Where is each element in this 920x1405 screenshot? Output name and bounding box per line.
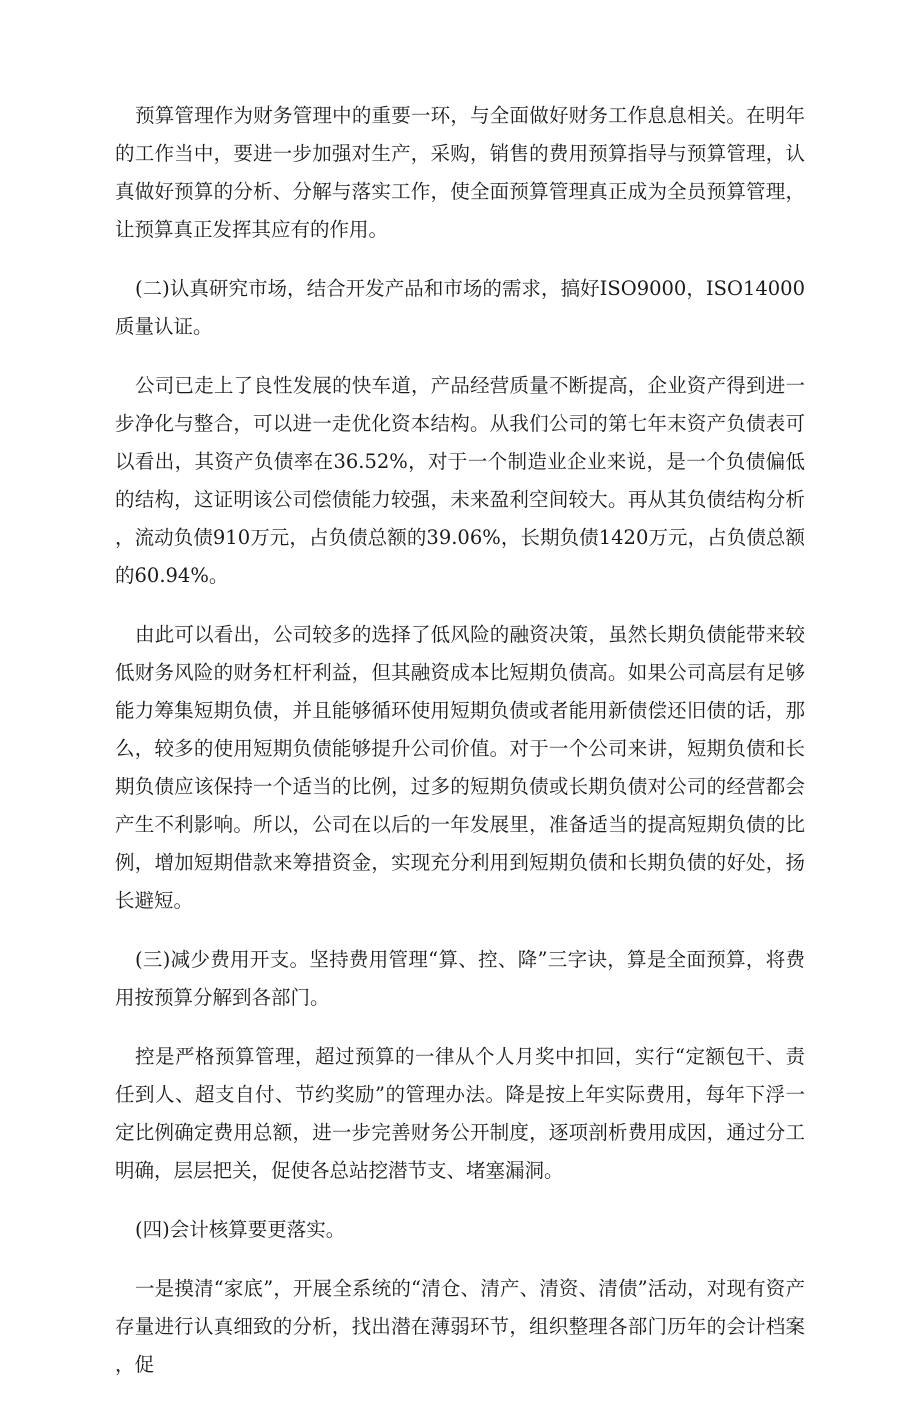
paragraph-cost-control: 控是严格预算管理，超过预算的一律从个人月奖中扣回，实行“定额包干、责任到人、超支自付、节约奖励”的管理办法。降是按上年实际费用，每年下浮一定比例确定费用总额，进一步完善财务公开制度，逐项剖析费用成因，通过分工明确，层层把关，促使各总站挖潜节支、堵塞漏洞。 xyxy=(115,1045,805,1182)
paragraph-financing-decision: 由此可以看出，公司较多的选择了低风险的融资决策，虽然长期负债能带来较低财务风险的财务杠杆利益，但其融资成本比短期负债高。如果公司高层有足够能力筹集短期负债，并且能够循环使用短期负债或者能用新债偿还旧债的话，那么，较多的使用短期负债能够提升公司价值。对于一个公司来讲，短期负债和长期负债应该保持一个适当的比例，过多的短期负债或长期负债对公司的经营都会产生不利影响。所以，公司在以后的一年发展里，准备适当的提高短期负债的比例，增加短期借款来筹措资金，实现充分利用到短期负债和长期负债的好处，扬长避短。 xyxy=(115,623,805,912)
paragraph-section-two-heading: (二)认真研究市场，结合开发产品和市场的需求，搞好ISO9000，ISO14000质量认证。 xyxy=(115,277,805,338)
document-body xyxy=(115,97,805,1405)
paragraph-debt-structure: 公司已走上了良性发展的快车道，产品经营质量不断提高，企业资产得到进一步净化与整合，可以进一走优化资本结构。从我们公司的第七年末资产负债表可以看出，其资产负债率在36.52%，对于一个制造业企业来说，是一个负债偏低的结构，这证明该公司偿债能力较强，未来盈利空间较大。再从其负债结构分析，流动负债910万元，占负债总额的39.06%，长期负债1420万元，占负债总额的60.94%。 xyxy=(115,374,805,587)
paragraph-section-three-heading: (三)减少费用开支。坚持费用管理“算、控、降”三字诀，算是全面预算，将费用按预算分解到各部门。 xyxy=(115,948,805,1009)
paragraph-budget-management: 预算管理作为财务管理中的重要一环，与全面做好财务工作息息相关。在明年的工作当中，要进一步加强对生产，采购，销售的费用预算指导与预算管理，认真做好预算的分析、分解与落实工作，使全面预算管理真正成为全员预算管理，让预算真正发挥其应有的作用。 xyxy=(115,104,805,241)
paragraph-asset-inventory: 一是摸清“家底”，开展全系统的“清仓、清产、清资、清债”活动，对现有资产存量进行认真细致的分析，找出潜在薄弱环节，组织整理各部门历年的会计档案，促 xyxy=(115,1277,805,1376)
paragraph-section-four-heading: (四)会计核算要更落实。 xyxy=(135,1218,346,1241)
